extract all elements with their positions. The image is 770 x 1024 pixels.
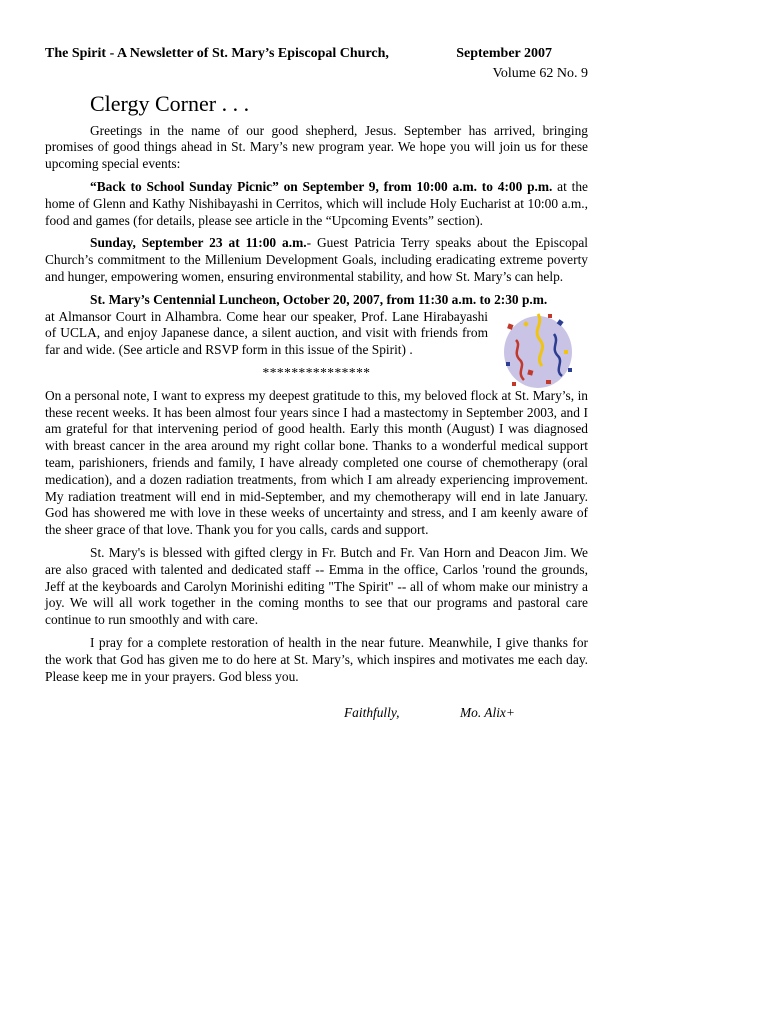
event-picnic-heading: “Back to School Sunday Picnic” on September 9, from 10:00 a.m. to 4:00 p.m. (90, 178, 553, 194)
signature-line (45, 705, 588, 725)
event-picnic-text: at the home of Glenn and Kathy Nishibayashi in Cerritos, which will include Holy Eucharist at 10:00 a.m., food and games (for details, please see article in the “Upcoming Events” section). (45, 178, 588, 228)
issue-date: September 2007 (456, 46, 552, 61)
confetti-piece (568, 368, 572, 372)
event-guest-speaker (45, 235, 588, 285)
confetti-piece (512, 382, 516, 386)
section-separator: *************** (262, 364, 371, 380)
confetti-piece (564, 350, 568, 354)
event-luncheon-time: , from 11:30 a.m. to 2:30 p.m. (379, 291, 548, 307)
section-title: Clergy Corner . . . (90, 90, 250, 116)
event-guest-speaker-heading: Sunday, September 23 at 11:00 a.m. (90, 235, 307, 251)
signature-name: Mo. Alix+ (460, 705, 515, 721)
newsletter-title: The Spirit - A Newsletter of St. Mary’s Episcopal Church, (45, 46, 389, 61)
confetti-clipart (498, 310, 576, 390)
intro-paragraph: Greetings in the name of our good shepherd, Jesus. September has arrived, bringing promises of good things ahead in St. Mary’s new program year. We hope you will join us for these upcoming special events: (45, 122, 588, 172)
signature-closing: Faithfully, (344, 705, 400, 721)
newsletter-header (45, 46, 588, 63)
confetti-piece (548, 314, 552, 318)
event-luncheon-text: at Almansor Court in Alhambra. Come hear our speaker, Prof. Lane Hirabayashi of UCLA, and enjoy Japanese dance, a silent auction, and visit with friends from far and wide. (See article and RSVP form in this issue of the Spirit) . (45, 308, 488, 358)
event-guest-speaker-text: - Guest Patricia Terry speaks about the Episcopal Church’s commitment to the Millenium Development Goals, including eradicating extreme poverty and hunger, empowering women, ensuring environmental stability, and how St. Mary’s can help. (45, 235, 589, 284)
event-picnic (45, 179, 588, 229)
clergy-staff-paragraph: St. Mary's is blessed with gifted clergy in Fr. Butch and Fr. Van Horn and Deacon Jim. We are also graced with talented and dedicated staff -- Emma in the office, Carlos 'round the grounds, Jeff at the keyboards and Carolyn Morinishi editing "The Spirit" -- all of whom make our ministry a joy. We will all work together in the coming months to see that our programs and pastoral care continue to run smoothly and with care. (45, 544, 588, 628)
newsletter-page (45, 46, 588, 725)
confetti-piece (546, 380, 551, 384)
volume-number: Volume 62 No. 9 (492, 65, 588, 81)
confetti-piece (506, 362, 510, 366)
personal-note-paragraph: On a personal note, I want to express my deepest gratitude to this, my beloved flock at St. Mary’s, in these recent weeks. It has been almost four years since I had a mastectomy in September 2003, and I am grateful for that intervening period of good health. Early this month (August) I was diagnosed with breast cancer in the area around my right collar bone. Thanks to a wonderful medical support team, parishioners, friends and family, I have already completed one course of chemotherapy (oral medication), and a dozen radiation treatments, from which I am already experiencing improvement. My radiation treatment will end in mid-September, and my chemotherapy will end in late January. God has showered me with love in these weeks of uncertainty and stress, and I am keenly aware of the sheer grace of that love. Thank you for you calls, cards and support. (45, 387, 588, 538)
event-luncheon-heading: St. Mary’s Centennial Luncheon, October 20, 2007 (90, 291, 380, 307)
luncheon-block (45, 292, 588, 359)
event-luncheon-heading-line (45, 292, 588, 309)
closing-paragraph: I pray for a complete restoration of health in the near future. Meanwhile, I give thanks for the work that God has given me to do here at St. Mary’s, which inspires and motivates me each day. Please keep me in your prayers. God bless you. (45, 634, 588, 684)
